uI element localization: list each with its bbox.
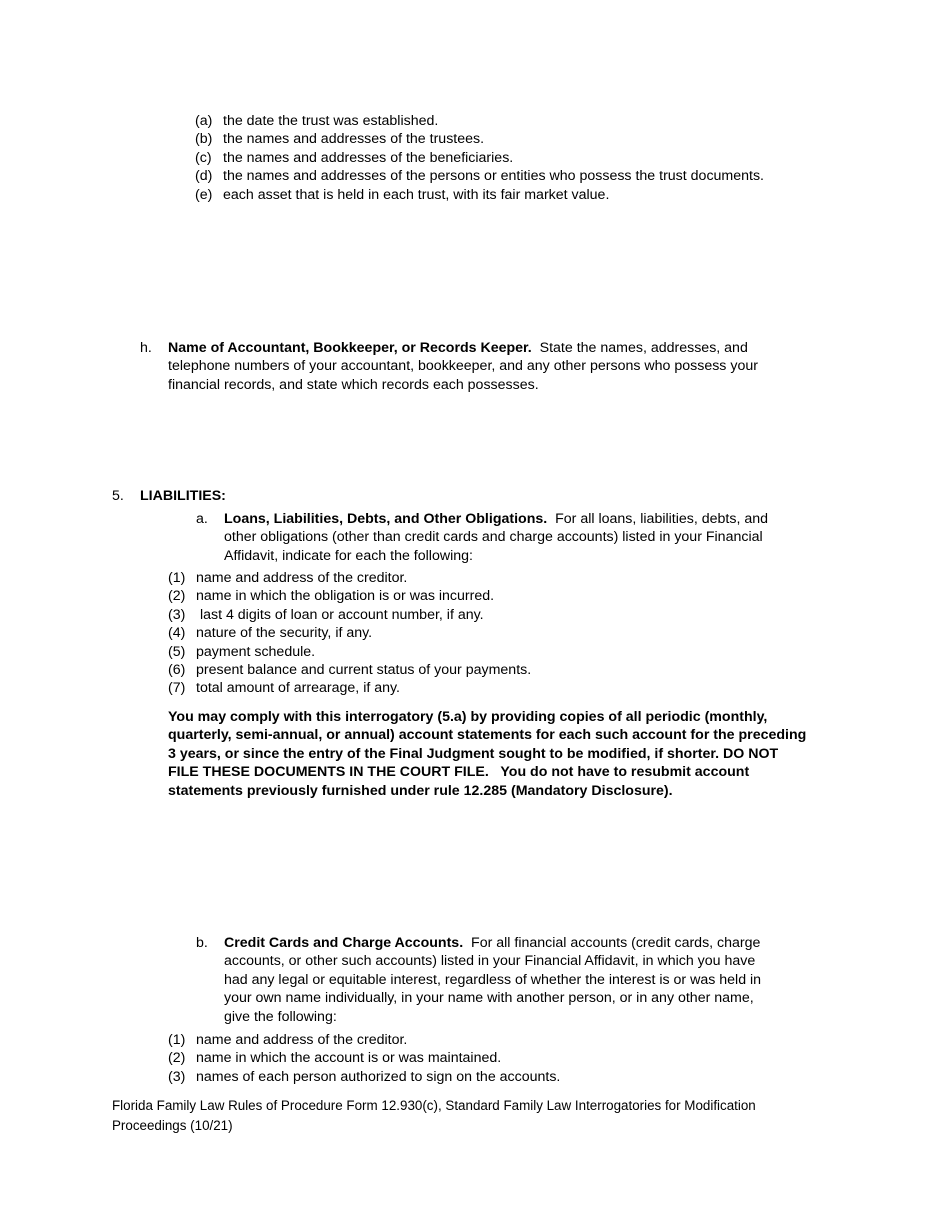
section-line: had any legal or equitable interest, regardless of whether the interest is or was held in [224, 971, 762, 988]
subsection-label: a. [196, 511, 208, 527]
list-item [168, 606, 531, 624]
section-line: accounts, or other such accounts) listed in your Financial Affidavit, in which you have [224, 953, 756, 970]
subsection-heading: Loans, Liabilities, Debts, and Other Obligations. [224, 511, 548, 527]
subsection-body [224, 934, 844, 1026]
note-line: 3 years, or since the entry of the Final Judgment sought to be modified, if shorter. DO NOT [168, 745, 779, 762]
list-item [195, 167, 764, 185]
list-item-number: (5) [168, 643, 186, 660]
list-item-number: (3) [168, 606, 186, 623]
list-item-text: nature of the security, if any. [196, 625, 373, 642]
list-item-text: name and address of the creditor. [196, 1032, 408, 1048]
list-item [168, 1068, 560, 1086]
list-item-number: (c) [195, 149, 212, 166]
interrogatory-note [168, 708, 848, 800]
list-item-text: total amount of arrearage, if any. [196, 680, 400, 697]
subsection-heading: Credit Cards and Charge Accounts. [224, 935, 464, 951]
list-item [168, 1049, 560, 1067]
list-item-text: present balance and current status of your payments. [196, 662, 532, 679]
section-label: h. [140, 340, 152, 356]
subsection-body [224, 510, 844, 565]
footer-line: Proceedings (10/21) [112, 1117, 233, 1133]
list-item-text: the date the trust was established. [223, 113, 439, 129]
list-item [168, 661, 531, 679]
list-item [195, 112, 764, 130]
section-line [224, 934, 844, 952]
list-item-text: name and address of the creditor. [196, 570, 408, 586]
list-item [195, 130, 764, 148]
page-footer [112, 1096, 832, 1135]
note-line: You may comply with this interrogatory (5.a) by providing copies of all periodic (monthly, [168, 709, 768, 725]
list-item-number: (1) [168, 570, 186, 586]
footer-line: Florida Family Law Rules of Procedure Form 12.930(c), Standard Family Law Interrogatories for Modification [112, 1098, 756, 1113]
section-line: telephone numbers of your accountant, bookkeeper, and any other persons who possess your [168, 358, 758, 375]
list-item [168, 587, 531, 605]
list-item [168, 569, 531, 587]
list-item-text: name in which the account is or was maintained. [196, 1050, 502, 1067]
subsection-label: b. [196, 935, 208, 951]
list-item [195, 149, 764, 167]
list-item [168, 1031, 560, 1049]
list-item-text: names of each person authorized to sign on the accounts. [196, 1068, 561, 1085]
note-line: statements previously furnished under rule 12.285 (Mandatory Disclosure). [168, 782, 673, 799]
list-item-text: the names and addresses of the trustees. [223, 131, 485, 148]
credit-cards-details-list [168, 1031, 560, 1086]
list-item-number: (1) [168, 1032, 186, 1048]
section-line: financial records, and state which records each possesses. [168, 376, 539, 393]
list-item-text: the names and addresses of the persons or entities who possess the trust documents. [223, 168, 765, 185]
section-body [168, 339, 848, 394]
list-item-number: (7) [168, 680, 186, 697]
list-item-number: (e) [195, 186, 213, 203]
list-item-number: (3) [168, 1068, 186, 1085]
section-line: your own name individually, in your name with another person, or in any other name, [224, 990, 754, 1007]
list-item-number: (b) [195, 131, 213, 148]
loans-details-list [168, 569, 531, 698]
section-line [224, 510, 844, 528]
list-item [168, 643, 531, 661]
section-title: LIABILITIES: [140, 488, 226, 504]
section-text: For all loans, liabilities, debts, and [555, 511, 769, 527]
list-item-text: the names and addresses of the beneficiaries. [223, 149, 514, 166]
section-line: give the following: [224, 1008, 337, 1025]
list-item-number: (2) [168, 588, 186, 605]
list-item-text: name in which the obligation is or was incurred. [196, 588, 495, 605]
list-item-number: (2) [168, 1050, 186, 1067]
list-item-text: last 4 digits of loan or account number, if any. [196, 606, 484, 623]
note-line: quarterly, semi-annual, or annual) account statements for each such account for the preceding [168, 727, 807, 744]
list-item-number: (a) [195, 113, 213, 129]
section-number: 5. [112, 488, 124, 504]
list-item-number: (4) [168, 625, 186, 642]
list-item-number: (6) [168, 662, 186, 679]
note-line: FILE THESE DOCUMENTS IN THE COURT FILE. You do not have to resubmit account [168, 764, 750, 781]
section-heading: Name of Accountant, Bookkeeper, or Records Keeper. [168, 340, 532, 356]
section-line: other obligations (other than credit cards and charge accounts) listed in your Financial [224, 529, 763, 546]
section-line: Affidavit, indicate for each the following: [224, 547, 473, 564]
list-item-number: (d) [195, 168, 213, 185]
list-item [168, 679, 531, 697]
list-item [168, 624, 531, 642]
section-line [168, 339, 848, 357]
list-item [195, 186, 764, 204]
trust-details-list [195, 112, 764, 204]
list-item-text: payment schedule. [196, 643, 316, 660]
section-text: State the names, addresses, and [539, 340, 748, 356]
section-text: For all financial accounts (credit cards, charge [471, 935, 761, 951]
list-item-text: each asset that is held in each trust, with its fair market value. [223, 186, 610, 203]
